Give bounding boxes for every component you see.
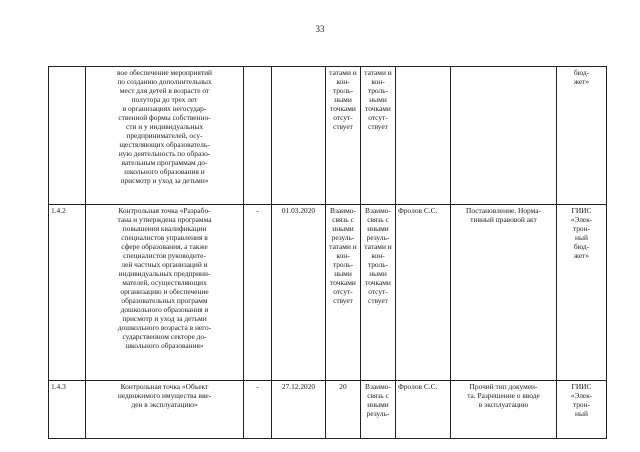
row-number bbox=[49, 67, 86, 205]
row-responsible: Фролов С.С. bbox=[396, 205, 451, 381]
row-date: 01.03.2020 bbox=[272, 205, 326, 381]
row-base-value: - bbox=[244, 205, 272, 381]
plan-table bbox=[48, 66, 607, 439]
row-document: Постановление. Норма- тивный правовой акт bbox=[451, 205, 557, 381]
row-relation-prev: татами и кон- троль- ными точками отсут- ствует bbox=[326, 67, 361, 205]
row-description: Контрольная точка «Разрабо- тана и утверждена программа повышения квалификации специалистов управления в сфере образования, а также специалистов руководите- лей частных организаций и индивидуальных предприни- мателей, осуществляющих организацию и обеспечение образовательных программ дошкольного образования и присмотр и уход за детьми дошкольного возраста в него- сударственном секторе до- школьного образования» bbox=[86, 205, 244, 381]
row-description: вое обеспечение мероприятий по созданию дополнительных мест для детей в возрасте от полутора до трех лет в организациях негосудар- ственной формы собственно- сти и у индивидуальных предпринимателей, осу- ществляющих образователь- ную деятельность по образо- вательным программам до- школьного образования и присмотр и уход за детьми» bbox=[86, 67, 244, 205]
row-relation-prev: 20 bbox=[326, 381, 361, 439]
table-row bbox=[49, 67, 607, 205]
row-relation-next: Взаимо- связь с иными резуль- татами и кон- троль- ными точками отсут- ствует bbox=[361, 205, 396, 381]
page-number: 33 bbox=[315, 24, 325, 34]
row-responsible: Фролов С.С. bbox=[396, 381, 451, 439]
row-date bbox=[272, 67, 326, 205]
row-base-value bbox=[244, 67, 272, 205]
table-row bbox=[49, 381, 607, 439]
row-number: 1.4.3 bbox=[49, 381, 86, 439]
row-info-system: ГИИС «Элек- трон- ный бюд- жет» bbox=[557, 205, 607, 381]
row-info-system: ГИИС «Элек- трон- ный bbox=[557, 381, 607, 439]
row-base-value: - bbox=[244, 381, 272, 439]
row-number: 1.4.2 bbox=[49, 205, 86, 381]
row-relation-next: Взаимо- связь с иными резуль- bbox=[361, 381, 396, 439]
row-responsible bbox=[396, 67, 451, 205]
row-relation-prev: Взаимо- связь с иными резуль- татами и кон- троль- ными точками отсут- ствует bbox=[326, 205, 361, 381]
row-relation-next: татами и кон- троль- ными точками отсут- ствует bbox=[361, 67, 396, 205]
row-info-system: бюд- жет» bbox=[557, 67, 607, 205]
row-date: 27.12.2020 bbox=[272, 381, 326, 439]
table-row bbox=[49, 205, 607, 381]
row-description: Контрольная точка «Объект недвижимого имущества вве- ден в эксплуатацию» bbox=[86, 381, 244, 439]
row-document bbox=[451, 67, 557, 205]
row-document: Прочий тип докумен- та. Разрешение о вводе в эксплуатацию bbox=[451, 381, 557, 439]
